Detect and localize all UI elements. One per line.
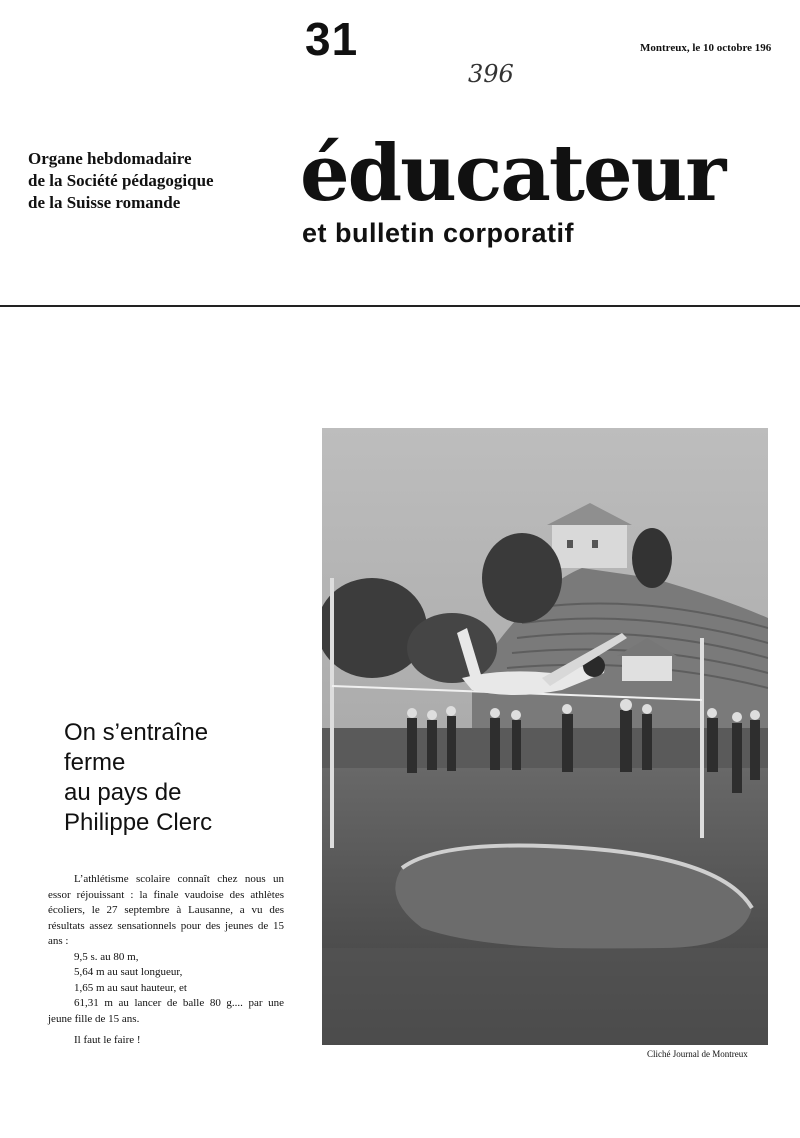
article-intro: L’athlétisme scolaire connaît chez nous un essor réjouissant : la finale vaudoise des athlètes écoliers, le 27 septembre à Lausanne, a vu des résultats assez sensationnels pour des jeunes de 15 ans : [48, 873, 284, 947]
photo-credit: Cliché Journal de Montreux [647, 1049, 748, 1059]
result-line: 5,64 m au saut longueur, [74, 966, 183, 978]
high-jump-photo [322, 428, 768, 1045]
handwritten-note: 396 [468, 60, 514, 88]
result-line: 1,65 m au saut hauteur, et [74, 981, 187, 994]
headline-line: ferme [64, 749, 126, 776]
photo-illustration [322, 428, 768, 1045]
result-line: 61,31 m au lancer de balle 80 g.... par une jeune fille de 15 ans. [48, 997, 284, 1025]
issue-number: 31 [305, 13, 359, 65]
headline-line: Philippe Clerc [64, 809, 213, 836]
organization-description [28, 148, 214, 214]
org-line: de la Suisse romande [28, 193, 181, 212]
header-divider [0, 305, 800, 307]
result-line: 9,5 s. au 80 m, [74, 950, 139, 963]
headline-line: au pays de [64, 779, 182, 806]
masthead-subtitle: et bulletin corporatif [302, 218, 575, 248]
article-closing: Il faut le faire ! [74, 1034, 141, 1046]
article-headline [64, 718, 212, 838]
masthead-title: éducateur [300, 128, 725, 219]
org-line: Organe hebdomadaire [28, 149, 192, 168]
article-body [48, 872, 284, 1049]
dateline: Montreux, le 10 octobre 196 [640, 42, 772, 54]
headline-line: On s’entraîne [64, 719, 209, 746]
org-line: de la Société pédagogique [28, 171, 214, 190]
